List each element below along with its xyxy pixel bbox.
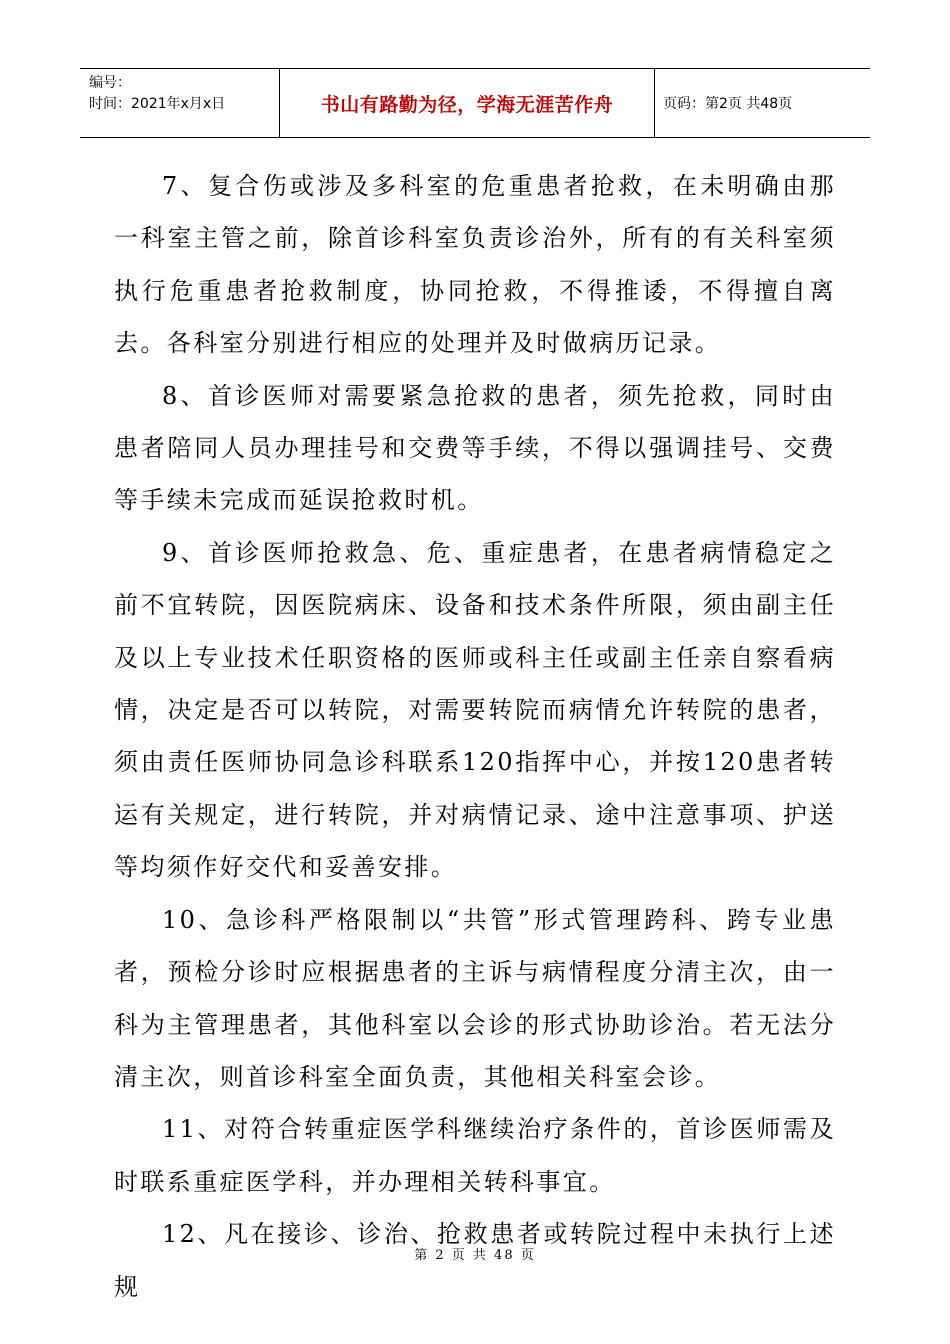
page-footer: 第 2 页 共 48 页 xyxy=(414,1248,536,1263)
page-header xyxy=(80,68,870,138)
header-meta xyxy=(80,69,280,137)
paragraph-10: 10、急诊科严格限制以“共管”形式管理跨科、跨专业患者，预检分诊时应根据患者的主诉与病情程度分清主次，由一科为主管理患者，其他科室以会诊的形式协助诊治。若无法分清主次，则首诊科室全面负责，其他相关科室会诊。 xyxy=(114,905,836,1091)
paragraph-11: 11、对符合转重症医学科继续治疗条件的，首诊医师需及时联系重症医学科，并办理相关转科事宜。 xyxy=(114,1115,836,1196)
header-motto: 书山有路勤为径，学海无涯苦作舟 xyxy=(280,69,655,137)
document-number-label: 编号： xyxy=(89,75,131,91)
paragraph-12: 12、凡在接诊、诊治、抢救患者或转院过程中未执行上述规 xyxy=(114,1220,836,1301)
document-body xyxy=(114,160,836,1313)
paragraph-8: 8、首诊医师对需要紧急抢救的患者，须先抢救，同时由患者陪同人员办理挂号和交费等手续，不得以强调挂号、交费等手续未完成而延误抢救时机。 xyxy=(114,381,836,515)
header-page-info: 页码：第2页 共48页 xyxy=(663,96,793,112)
document-time-label: 时间：2021年x月x日 xyxy=(89,96,226,112)
paragraph-9: 9、首诊医师抢救急、危、重症患者，在患者病情稳定之前不宜转院，因医院病床、设备和技术条件所限，须由副主任及以上专业技术任职资格的医师或科主任或副主任亲自察看病情，决定是否可以转院，对需要转院而病情允许转院的患者，须由责任医师协同急诊科联系120指挥中心，并按120患者转运有关规定，进行转院，并对病情记录、途中注意事项、护送等均须作好交代和妥善安排。 xyxy=(114,538,836,882)
paragraph-7: 7、复合伤或涉及多科室的危重患者抢救，在未明确由那一科室主管之前，除首诊科室负责诊治外，所有的有关科室须执行危重患者抢救制度，协同抢救，不得推诿，不得擅自离去。各科室分别进行相应的处理并及时做病历记录。 xyxy=(114,172,836,358)
